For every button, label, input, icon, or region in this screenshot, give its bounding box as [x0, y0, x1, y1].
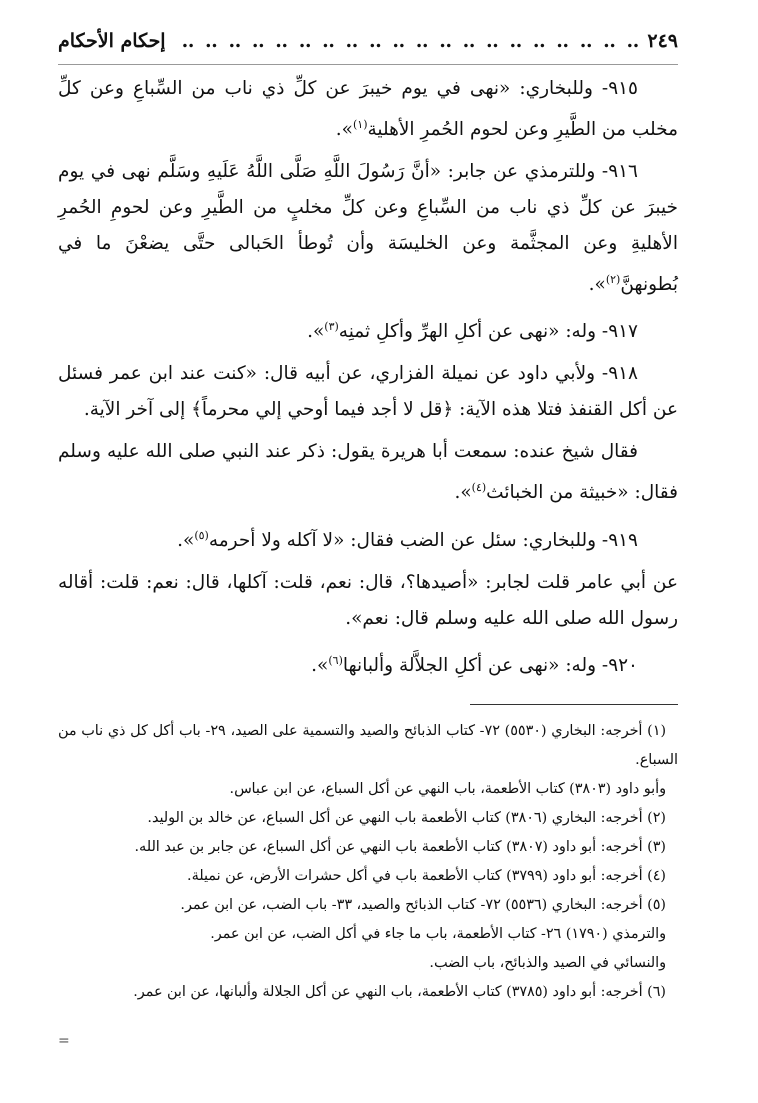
footnote-divider — [470, 704, 678, 705]
book-title: إحكام الأحكام — [58, 30, 166, 52]
footnote-1-continued: وأبو داود (٣٨٠٣) كتاب الأطعمة، باب النهي عن أكل السباع، عن ابن عباس. — [229, 780, 666, 797]
footnote-ref-2[interactable]: (٢) — [605, 273, 621, 287]
footnote-5: (٥) أخرجه: البخاري (٥٥٣٦) ٧٢- كتاب الذبائح والصيد، ٣٣- باب الضب، عن ابن عمر. — [180, 896, 666, 913]
page-corner-mark: = — [58, 1033, 70, 1049]
page-header — [58, 30, 678, 65]
footnotes — [58, 717, 678, 1007]
footnote-5-tirmidhi: والترمذي (١٧٩٠) ٢٦- كتاب الأطعمة، باب ما جاء في أكل الضب، عن ابن عمر. — [210, 925, 666, 942]
hadith-917: ٩١٧- وله: «نهى عن أكلِ الهرِّ وأكلِ ثمنِه$^{(٣)}$». — [307, 320, 638, 343]
footnote-4: (٤) أخرجه: أبو داود (٣٧٩٩) كتاب الأطعمة باب في أكل حشرات الأرض، عن نميلة. — [187, 867, 666, 884]
hadith-915: ٩١٥- وللبخاري: «نهى في يوم خيبرَ عن كلِّ ذي ناب من السِّباعِ وعن كلِّ مخلب من الطَّيرِ وعن لحوم الحُمرِ الأهلية$^{(١)}$». — [58, 78, 678, 141]
footnote-ref-1[interactable]: (١) — [352, 118, 368, 131]
footnote-6: (٦) أخرجه: أبو داود (٣٧٨٥) كتاب الأطعمة، باب النهي عن أكل الجلالة وألبانها، عن ابن عمر. — [133, 983, 666, 1000]
footnote-2: (٢) أخرجه: البخاري (٣٨٠٦) كتاب الأطعمة باب النهي عن أكل السباع، عن خالد بن الوليد. — [147, 809, 666, 826]
book-page — [58, 30, 678, 1007]
hadith-920: ٩٢٠- وله: «نهى عن أكلِ الجلاَّلة وألبانها$^{(٦)}$». — [311, 653, 638, 676]
footnote-5-nasai: والنسائي في الصيد والذبائح، باب الضب. — [429, 954, 666, 971]
footnote-ref-3[interactable]: (٣) — [324, 320, 339, 334]
main-text — [58, 71, 678, 684]
hadith-918: ٩١٨- ولأبي داود عن نميلة الفزاري، عن أبيه قال: «كنت عند ابن عمر فسئل عن أكل القنفذ فتلا هذه الآية: ﴿قل لا أجد فيما أوحي إلي محرماً﴾ إلى آخر الآية. — [58, 363, 678, 421]
hadith-918-continued: فقال شيخ عنده: سمعت أبا هريرة يقول: ذكر عند النبي صلى الله عليه وسلم فقال: «خبيثة من الخبائث$^{(٤)}$». — [58, 441, 678, 504]
page-number: ٢٤٩ — [647, 30, 678, 52]
footnote-3: (٣) أخرجه: أبو داود (٣٨٠٧) كتاب الأطعمة باب النهي عن أكل السباع، عن جابر بن عبد الله. — [134, 838, 666, 855]
header-dots: ‥ ‥ ‥ ‥ ‥ ‥ ‥ ‥ ‥ ‥ ‥ ‥ ‥ ‥ ‥ ‥ ‥ ‥ ‥ ‥ — [181, 30, 642, 52]
footnote-ref-4[interactable]: (٤) — [471, 481, 487, 495]
hadith-919-continued: عن أبي عامر قلت لجابر: «أصيدها؟، قال: نعم، قلت: آكلها، قال: نعم: قلت: أقاله رسول الله صلى الله عليه وسلم قال: نعم». — [58, 571, 678, 629]
hadith-916: ٩١٦- وللترمذي عن جابر: «أنَّ رَسُولَ اللَّهِ صَلَّى اللَّهُ عَلَيهِ وسَلَّم نهى في يوم خيبرَ عن كلِّ ذي ناب من السِّباعِ وعن كلِّ مخلبٍ من الطَّيرِ وعن لحومِ الحُمرِ الأهليةِ وعن المجثَّمة وعن الخليسَة وأن تُوطأ الحَبالى حتَّى يضعْنَ ما في بُطونهنَّ$^{(٢)}$». — [58, 161, 678, 296]
footnote-ref-6[interactable]: (٦) — [328, 653, 343, 667]
hadith-919: ٩١٩- وللبخاري: سئل عن الضب فقال: «لا آكله ولا أحرمه$^{(٥)}$». — [177, 528, 638, 551]
footnote-1: (١) أخرجه: البخاري (٥٥٣٠) ٧٢- كتاب الذبائح والصيد والتسمية على الصيد، ٢٩- باب أكل كل ذي ناب من السباع. — [58, 722, 678, 768]
footnote-ref-5[interactable]: (٥) — [194, 528, 209, 542]
